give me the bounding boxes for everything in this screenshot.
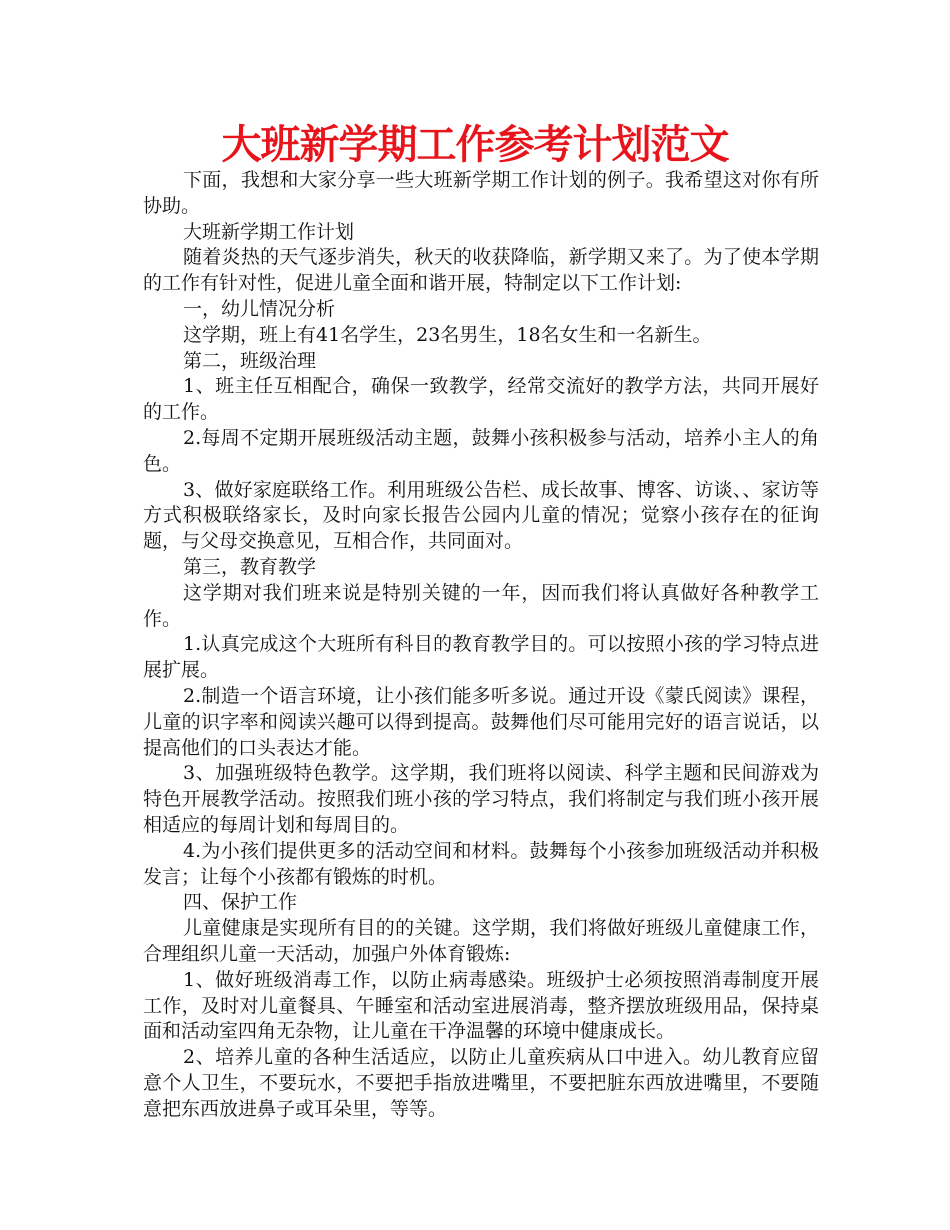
list-item: 3、加强班级特色教学。这学期，我们班将以阅读、科学主题和民间游戏为特色开展教学活动。按照我们班小孩的学习特点，我们将制定与我们班小孩开展相适应的每周计划和每周目的。 bbox=[143, 762, 819, 836]
paragraph-health-intro: 儿童健康是实现所有目的的关键。这学期，我们将做好班级儿童健康工作，合理组织儿童一天活动，加强户外体育锻炼: bbox=[143, 917, 819, 965]
list-item: 1.认真完成这个大班所有科目的教育教学目的。可以按照小孩的学习特点进展扩展。 bbox=[143, 633, 819, 682]
section-heading-1: 一，幼儿情况分析 bbox=[183, 297, 336, 320]
paragraph-teaching-intro: 这学期对我们班来说是特别关键的一年，因而我们将认真做好各种教学工作。 bbox=[143, 581, 819, 630]
paragraph-intro: 下面，我想和大家分享一些大班新学期工作计划的例子。我希望这对你有所协助。 bbox=[143, 169, 819, 217]
document-body bbox=[143, 168, 819, 1122]
list-item: 1、班主任互相配合，确保一致教学，经常交流好的教学方法，共同开展好的工作。 bbox=[143, 375, 819, 424]
list-item: 3、做好家庭联络工作。利用班级公告栏、成长故事、博客、访谈、、家访等方式积极联络家长，及时向家长报告公园内儿童的情况；觉察小孩存在的征询题，与父母交换意见，互相合作，共同面对。 bbox=[143, 478, 819, 553]
section-heading-2: 第二，班级治理 bbox=[183, 349, 317, 372]
list-item: 1、做好班级消毒工作，以防止病毒感染。班级护士必须按照消毒制度开展工作，及时对儿童餐具、午睡室和活动室进展消毒，整齐摆放班级用品，保持桌面和活动室四角无杂物，让儿童在干净温馨的环境中健康成长。 bbox=[143, 968, 819, 1043]
paragraph-plan-heading: 大班新学期工作计划 bbox=[183, 220, 355, 243]
paragraph-class-stats: 这学期，班上有41名学生，23名男生，18名女生和一名新生。 bbox=[183, 323, 712, 346]
document-title: 大班新学期工作参考计划范文 bbox=[221, 121, 729, 168]
list-item: 2.每周不定期开展班级活动主题，鼓舞小孩积极参与活动，培养小主人的角色。 bbox=[143, 426, 819, 475]
list-item: 4.为小孩们提供更多的活动空间和材料。鼓舞每个小孩参加班级活动并积极发言；让每个小孩都有锻炼的时机。 bbox=[143, 839, 819, 888]
section-heading-4: 四、保护工作 bbox=[183, 891, 298, 914]
list-item: 2、培养儿童的各种生活适应，以防止儿童疾病从口中进入。幼儿教育应留意个人卫生，不要玩水，不要把手指放进嘴里，不要把脏东西放进嘴里，不要随意把东西放进鼻子或耳朵里，等等。 bbox=[143, 1046, 819, 1120]
list-item: 2.制造一个语言环境，让小孩们能多听多说。通过开设《蒙氏阅读》课程，儿童的识字率和阅读兴趣可以得到提高。鼓舞他们尽可能用完好的语言说话，以提高他们的口头表达才能。 bbox=[143, 684, 819, 759]
paragraph-opening: 随着炎热的天气逐步消失，秋天的收获降临，新学期又来了。为了使本学期的工作有针对性，促进儿童全面和谐开展，特制定以下工作计划: bbox=[143, 246, 819, 295]
section-heading-3: 第三，教育教学 bbox=[183, 555, 317, 578]
